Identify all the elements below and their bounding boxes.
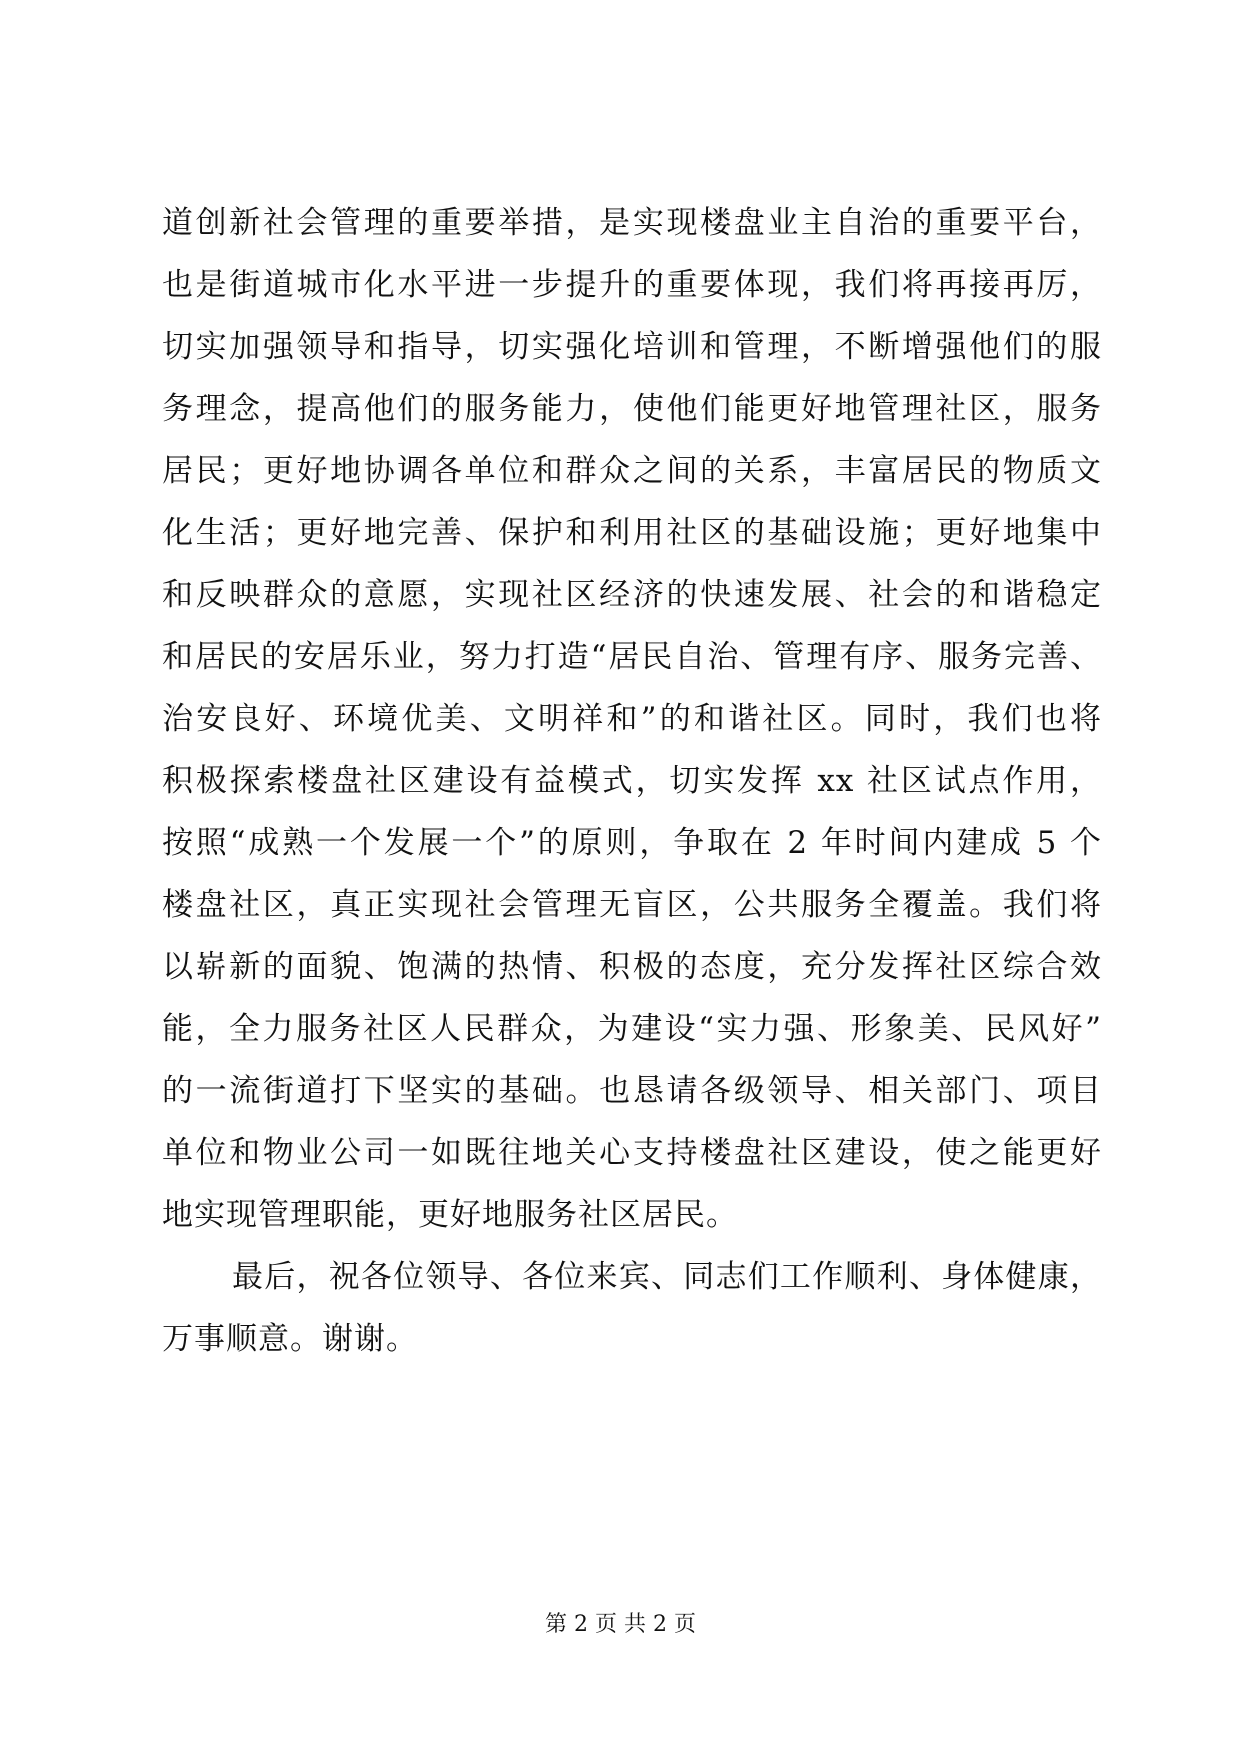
paragraph-1-line-5: 居民；更好地协调各单位和群众之间的关系，丰富居民的物质文 <box>162 453 1102 489</box>
paragraph-1-line-9: 治安良好、环境优美、文明祥和”的和谐社区。同时，我们也将 <box>162 701 1102 737</box>
paragraph-1-line-6: 化生活；更好地完善、保护和利用社区的基础设施；更好地集中 <box>162 515 1102 551</box>
paragraph-1-line-14: 能，全力服务社区人民群众，为建设“实力强、形象美、民风好” <box>162 1011 1102 1047</box>
paragraph-1-line-13: 以崭新的面貌、饱满的热情、积极的态度，充分发挥社区综合效 <box>162 949 1102 985</box>
paragraph-1-line-8: 和居民的安居乐业，努力打造“居民自治、管理有序、服务完善、 <box>162 639 1102 675</box>
paragraph-1-line-2: 也是街道城市化水平进一步提升的重要体现，我们将再接再厉， <box>162 267 1102 303</box>
paragraph-1-line-7: 和反映群众的意愿，实现社区经济的快速发展、社会的和谐稳定 <box>162 577 1102 613</box>
paragraph-1-line-15: 的一流街道打下坚实的基础。也恳请各级领导、相关部门、项目 <box>162 1073 1102 1109</box>
paragraph-1-line-17: 地实现管理职能，更好地服务社区居民。 <box>162 1197 738 1233</box>
paragraph-1-line-1: 道创新社会管理的重要举措，是实现楼盘业主自治的重要平台， <box>162 205 1102 241</box>
paragraph-1-line-16: 单位和物业公司一如既往地关心支持楼盘社区建设，使之能更好 <box>162 1135 1102 1171</box>
paragraph-1-line-11: 按照“成熟一个发展一个”的原则，争取在 2 年时间内建成 5 个 <box>162 825 1102 861</box>
body-text <box>162 192 1102 1370</box>
paragraph-1-line-4: 务理念，提高他们的服务能力，使他们能更好地管理社区，服务 <box>162 391 1102 427</box>
paragraph-1-line-12: 楼盘社区，真正实现社会管理无盲区，公共服务全覆盖。我们将 <box>162 887 1102 923</box>
paragraph-1-line-10: 积极探索楼盘社区建设有益模式，切实发挥 xx 社区试点作用， <box>162 763 1102 799</box>
paragraph-2-line-2: 万事顺意。谢谢。 <box>162 1321 418 1357</box>
paragraph-2-line-1: 最后，祝各位领导、各位来宾、同志们工作顺利、身体健康， <box>232 1259 1102 1295</box>
page-number-footer: 第 2 页 共 2 页 <box>545 1612 696 1637</box>
paragraph-1-line-3: 切实加强领导和指导，切实强化培训和管理，不断增强他们的服 <box>162 329 1102 365</box>
